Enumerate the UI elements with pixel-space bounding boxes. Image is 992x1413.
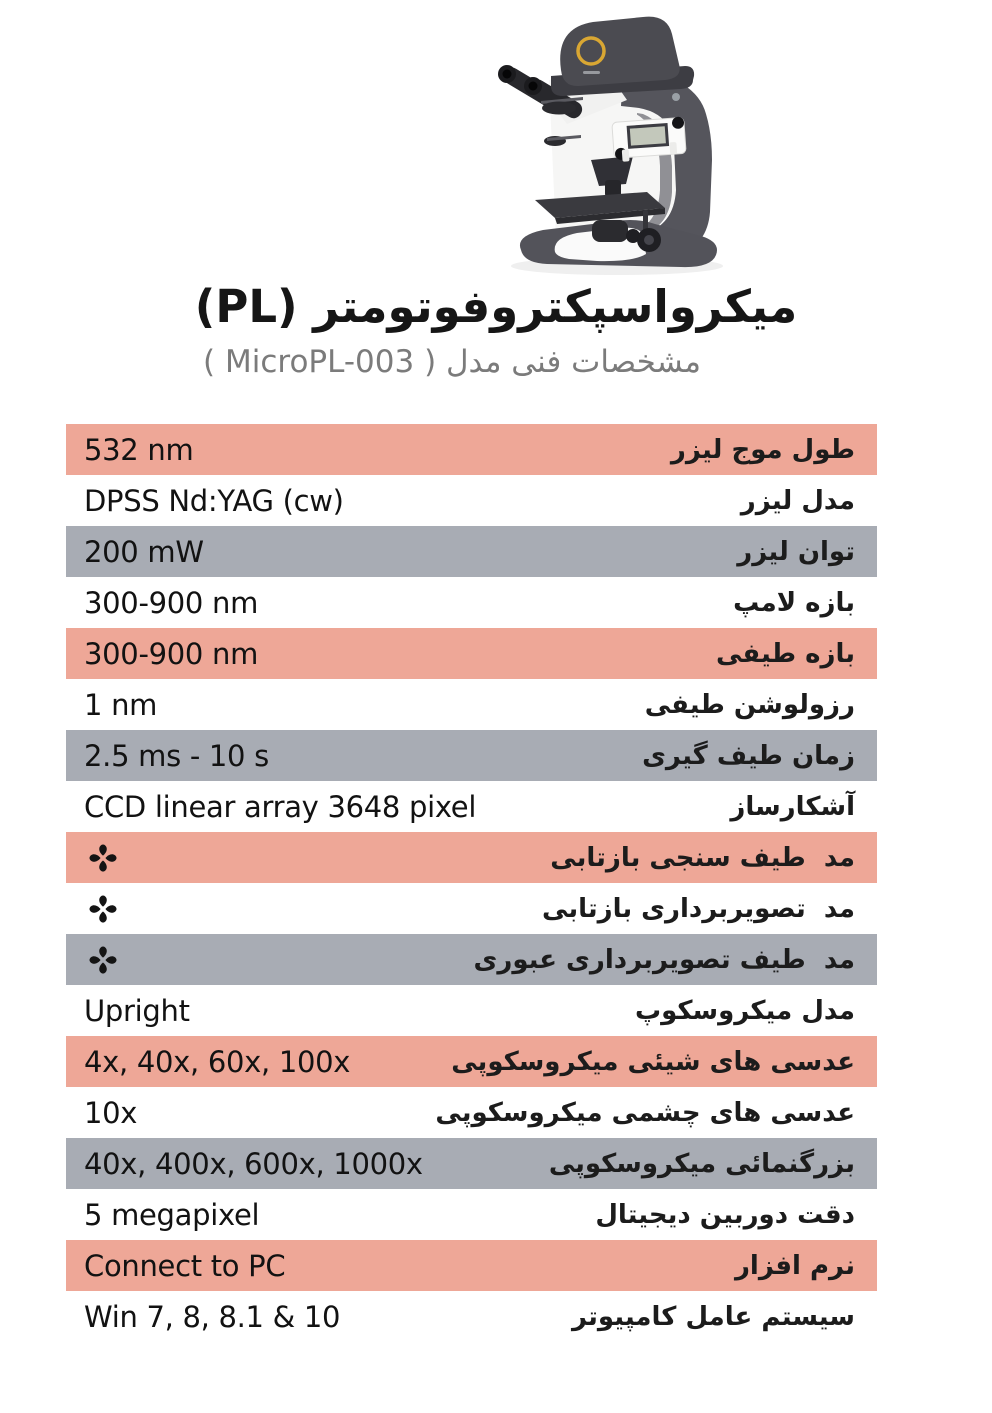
spec-label: بزرگنمائی میکروسکوپی [548, 1148, 855, 1179]
four-petal-asterisk-icon [88, 843, 118, 873]
spec-label: مد طیف سنجی بازتابی [550, 842, 855, 873]
spec-row [66, 424, 877, 475]
spec-row [66, 475, 877, 526]
spec-value: 4x, 40x, 60x, 100x [84, 1044, 351, 1079]
spec-row [66, 985, 877, 1036]
spec-label: بازه لامپ [733, 587, 855, 618]
spec-label: عدسی های شیئی میکروسکوپی [451, 1046, 855, 1077]
spec-value: 200 mW [84, 534, 204, 569]
spec-value: 1 nm [84, 687, 158, 722]
spec-row [66, 832, 877, 883]
spec-row [66, 934, 877, 985]
spec-value: 2.5 ms - 10 s [84, 738, 269, 773]
spec-value: 5 megapixel [84, 1197, 260, 1232]
spec-label: عدسی های چشمی میکروسکوپی [435, 1097, 855, 1128]
spec-value: Win 7, 8, 8.1 & 10 [84, 1299, 341, 1334]
spec-label: سیستم عامل کامپیوتر [571, 1301, 855, 1332]
spec-row [66, 628, 877, 679]
spec-row [66, 883, 877, 934]
spec-value: 300-900 nm [84, 585, 259, 620]
spec-row [66, 781, 877, 832]
spec-label: آشکارساز [730, 791, 855, 822]
spec-value-cell [84, 1198, 259, 1232]
spec-label: دقت دوربین دیجیتال [595, 1199, 855, 1230]
spec-value-cell [84, 1096, 137, 1130]
spec-value-cell [84, 843, 118, 873]
spec-value: 10x [84, 1095, 138, 1130]
spec-value-cell [84, 739, 269, 773]
spec-label: مدل میکروسکوپ [634, 995, 855, 1026]
microscope-illustration [497, 14, 732, 279]
spec-value-cell [84, 994, 190, 1028]
spec-value-cell [84, 1300, 340, 1334]
spec-row [66, 679, 877, 730]
spec-value-cell [84, 945, 118, 975]
spec-value: 532 nm [84, 432, 194, 467]
spec-value-cell [84, 586, 258, 620]
spec-row [66, 730, 877, 781]
spec-row [66, 526, 877, 577]
spec-value: CCD linear array 3648 pixel [84, 789, 477, 824]
spec-label: زمان طیف گیری [642, 740, 855, 771]
spec-row [66, 1036, 877, 1087]
spec-value-cell [84, 1147, 423, 1181]
spec-value-cell [84, 1045, 350, 1079]
spec-value-cell [84, 688, 157, 722]
page-title: میکرواسپکتروفوتومتر (PL) [194, 280, 798, 333]
four-petal-asterisk-icon [88, 894, 118, 924]
spec-value-cell [84, 535, 204, 569]
spec-row [66, 577, 877, 628]
spec-row [66, 1291, 877, 1342]
spec-row [66, 1240, 877, 1291]
spec-value: 40x, 400x, 600x, 1000x [84, 1146, 423, 1181]
spec-row [66, 1189, 877, 1240]
spec-value-cell [84, 637, 258, 671]
spec-label: طول موج لیزر [670, 434, 855, 465]
spec-value-cell [84, 790, 476, 824]
spec-label: رزولوشن طیفی [644, 689, 855, 720]
spec-value-cell [84, 484, 344, 518]
spec-table [66, 424, 877, 1342]
spec-label: مد طیف تصویربرداری عبوری [473, 944, 855, 975]
spec-label: بازه طیفی [715, 638, 855, 669]
spec-label: مدل لیزر [740, 485, 855, 516]
spec-value-cell [84, 894, 118, 924]
spec-label: نرم افزار [734, 1250, 855, 1281]
page-subtitle: مشخصات فنی مدل ( MicroPL-003 ) [203, 344, 701, 380]
spec-value-cell [84, 1249, 285, 1283]
spec-value: 300-900 nm [84, 636, 259, 671]
spec-label: مد تصویربرداری بازتابی [542, 893, 855, 924]
spec-label: توان لیزر [737, 536, 855, 567]
spec-value: Connect to PC [84, 1248, 286, 1283]
spec-row [66, 1087, 877, 1138]
microscope-product-image [497, 14, 732, 279]
spec-row [66, 1138, 877, 1189]
spec-value: DPSS Nd:YAG (cw) [84, 483, 344, 518]
spec-value: Upright [84, 993, 190, 1028]
four-petal-asterisk-icon [88, 945, 118, 975]
spec-value-cell [84, 433, 193, 467]
